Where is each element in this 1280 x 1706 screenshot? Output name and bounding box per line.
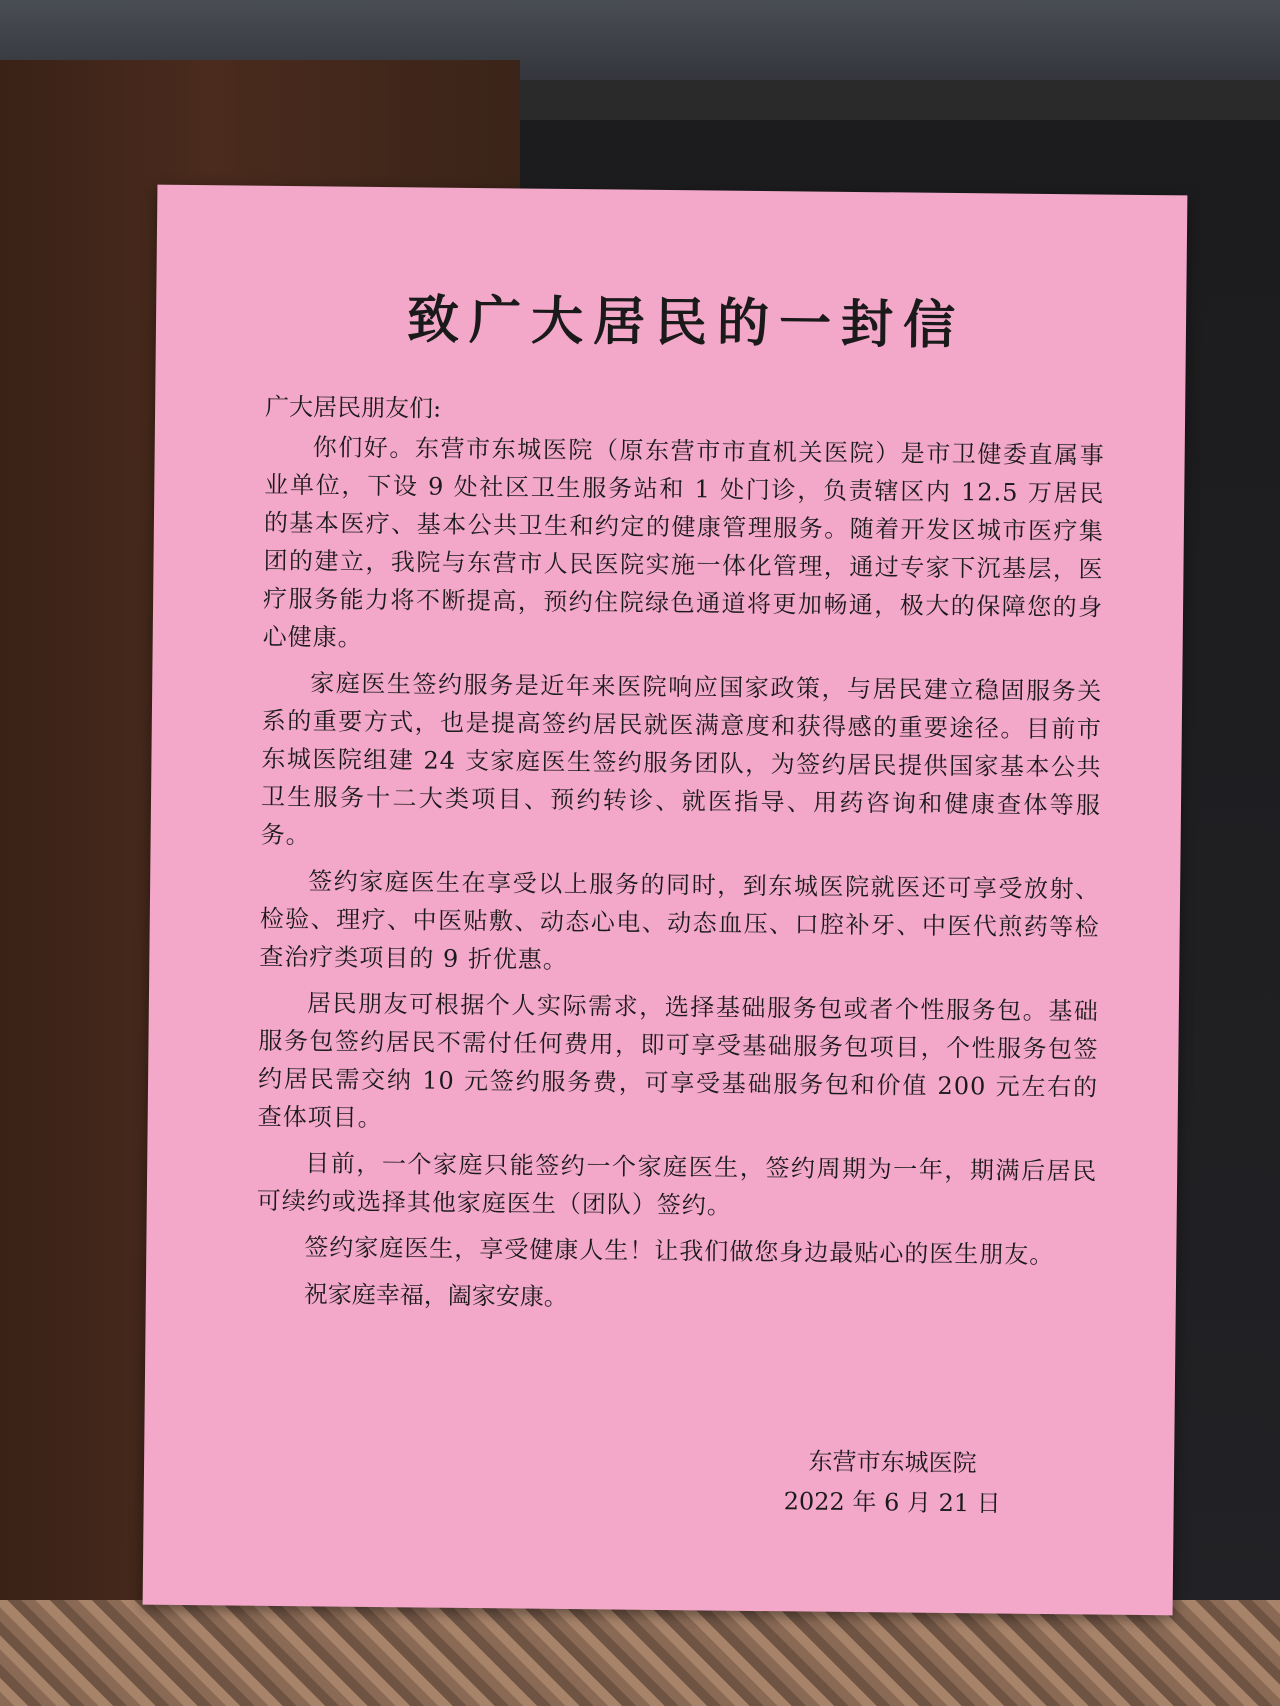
salutation: 广大居民朋友们:	[264, 392, 442, 423]
letter-title: 致广大居民的一封信	[406, 289, 966, 357]
paragraph-slogan: 签约家庭医生，享受健康人生！让我们做您身边最贴心的医生朋友。	[304, 1233, 1055, 1270]
signature-block	[784, 1441, 1002, 1523]
paragraph-contract-period: 目前，一个家庭只能签约一个家庭医生，签约周期为一年，期满后居民可续约或选择其他家庭医生（团队）签约。	[256, 1149, 1098, 1220]
paragraph-intro: 你们好。东营市东城医院（原东营市市直机关医院）是市卫健委直属事业单位，下设 9 处社区卫生服务站和 1 处门诊，负责辖区内 12.5 万居民的基本医疗、基本公共卫生和约定的健康管理服务。随着开发区城市医疗集团的建立，我院与东营市人民医院实施一体化管理，通过专家下沉基层，医疗服务能力将不断提高，预约住院绿色通道将更加畅通，极大的保障您的身心健康。	[262, 433, 1105, 652]
closing-wish: 祝家庭幸福，阖家安康。	[303, 1280, 568, 1312]
paragraph-discount: 签约家庭医生在享受以上服务的同时，到东城医院就医还可享受放射、检验、理疗、中医贴敷、动态心电、动态血压、口腔补牙、中医代煎药等检查治疗类项目的 9 折优惠。	[259, 867, 1101, 974]
carpet	[0, 1600, 1280, 1706]
paragraph-packages: 居民朋友可根据个人实际需求，选择基础服务包或者个性服务包。基础服务包签约居民不需付任何费用，即可享受基础服务包项目，个性服务包签约居民需交纳 10 元签约服务费，可享受基础服务包和价值 200 元左右的查体项目。	[257, 989, 1100, 1133]
letter-body	[256, 256, 1107, 1318]
signature-org: 东营市东城医院	[808, 1447, 977, 1478]
letter-paper	[143, 185, 1188, 1616]
signature-date: 2022 年 6 月 21 日	[783, 1487, 1001, 1518]
paragraph-family-doctor: 家庭医生签约服务是近年来医院响应国家政策，与居民建立稳固服务关系的重要方式，也是提高签约居民就医满意度和获得感的重要途径。目前市东城医院组建 24 支家庭医生签约服务团队，为签约居民提供国家基本公共卫生服务十二大类项目、预约转诊、就医指导、用药咨询和健康查体等服务。	[260, 669, 1103, 850]
